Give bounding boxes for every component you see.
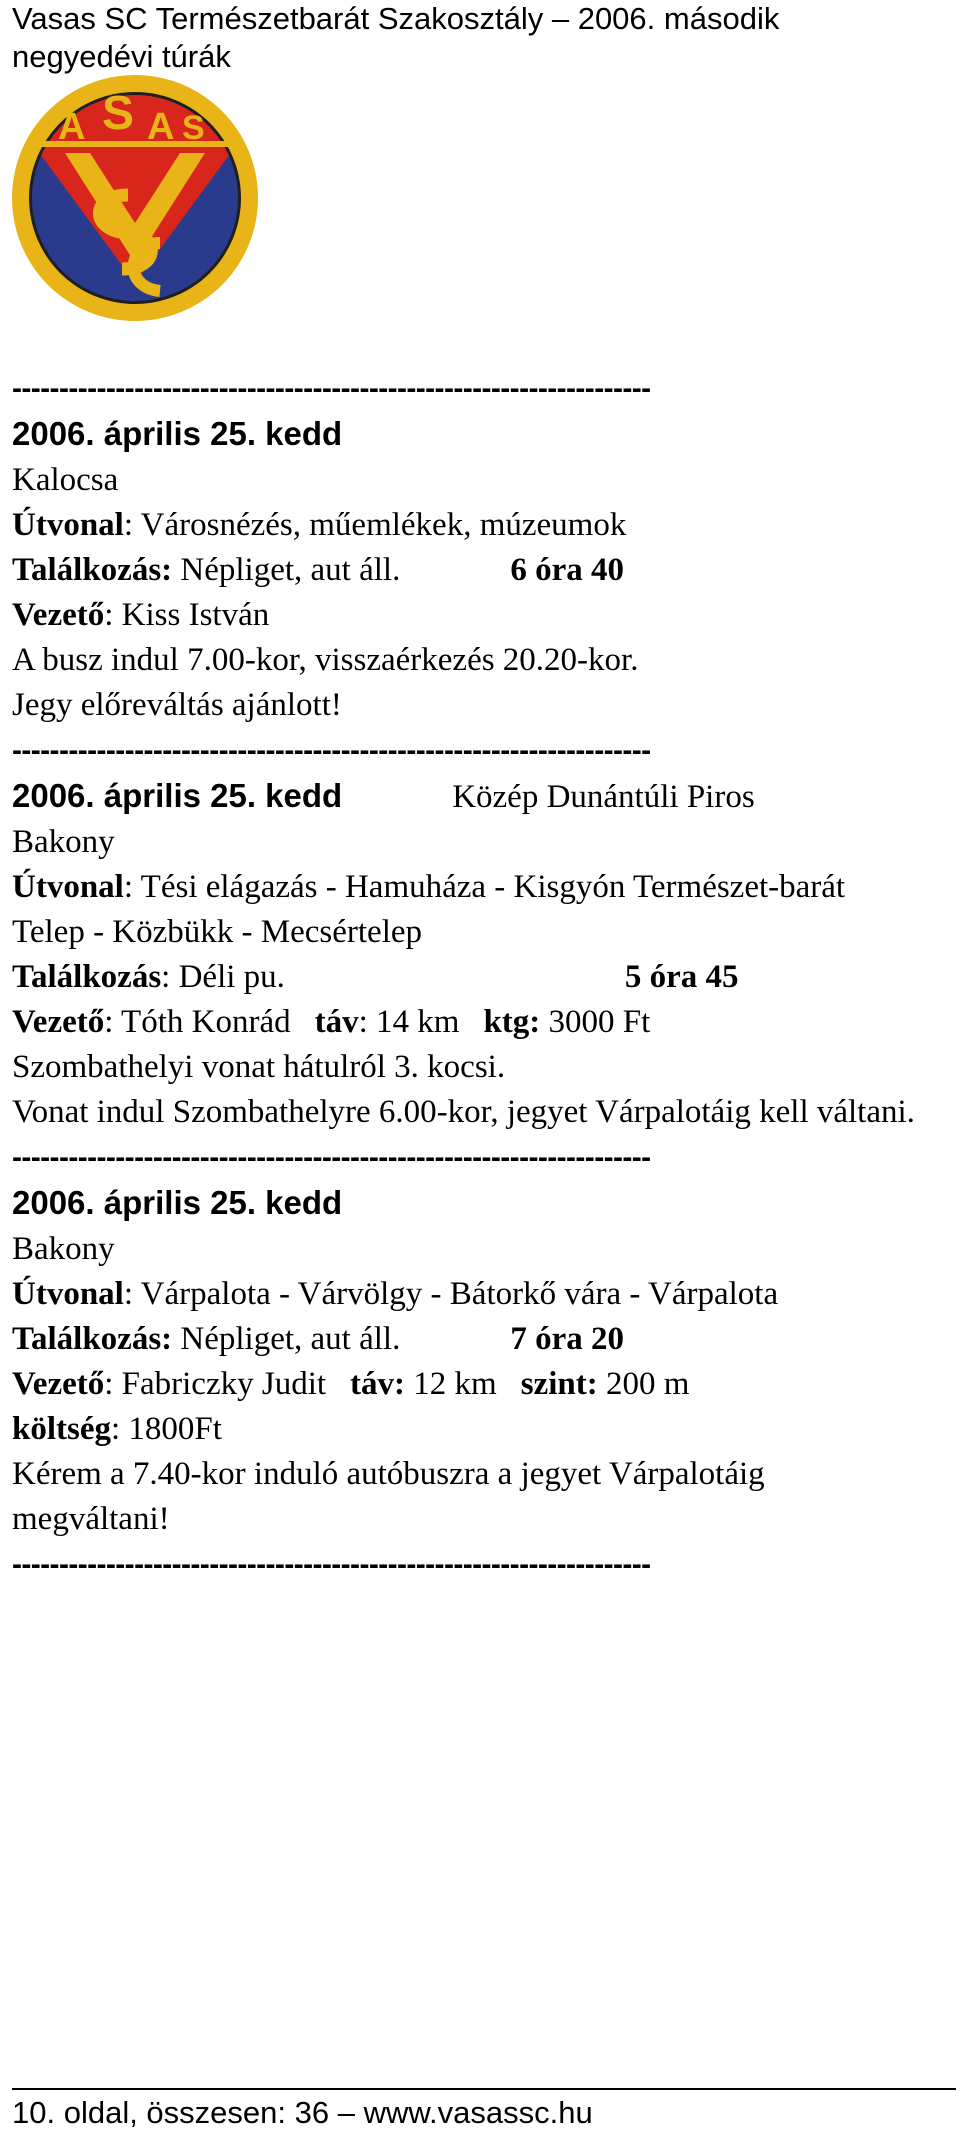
tour-note: Jegy előreváltás ajánlott! — [12, 687, 342, 723]
leader-text: : Kiss István — [104, 597, 270, 633]
distance-text: : 14 km — [358, 1004, 460, 1040]
meet-time: 7 óra 20 — [510, 1321, 624, 1357]
tour-date: 2006. április 25. kedd — [12, 1184, 343, 1221]
meet-text: Népliget, aut áll. — [172, 1321, 401, 1357]
logo-letter-s2: S — [182, 109, 205, 147]
cost-label: ktg: — [483, 1004, 541, 1040]
separator: -------------------------------------------------------------------- — [12, 1141, 651, 1174]
tour-note: Kérem a 7.40-kor induló autóbuszra a jegyet Várpalotáig megváltani! — [12, 1456, 765, 1537]
leader-label: Vezető — [12, 1004, 105, 1040]
meet-text: : Déli pu. — [161, 959, 285, 995]
tour-title: Bakony — [12, 824, 115, 860]
meet-time: 6 óra 40 — [510, 552, 624, 588]
distance-text: 12 km — [405, 1366, 497, 1402]
separator: -------------------------------------------------------------------- — [12, 734, 651, 767]
page-title: Vasas SC Természetbarát Szakosztály – 2006. második negyedévi túrák — [12, 1, 780, 74]
tour-date-extra: Közép Dunántúli Piros — [452, 779, 755, 815]
route-label: Útvonal — [12, 507, 124, 543]
tour-note: A busz indul 7.00-kor, visszaérkezés 20.20-kor. — [12, 642, 639, 678]
meet-label: Találkozás — [12, 959, 162, 995]
leader-text: : Tóth Konrád — [104, 1004, 291, 1040]
tour-note: Vonat indul Szombathelyre 6.00-kor, jegyet Várpalotáig kell váltani. — [12, 1094, 915, 1130]
level-text: 200 m — [597, 1366, 690, 1402]
vasas-logo — [10, 73, 260, 323]
leader-text: : Fabriczky Judit — [104, 1366, 327, 1402]
tour-title: Kalocsa — [12, 462, 119, 498]
tour-entry — [12, 773, 942, 1135]
route-label: Útvonal — [12, 1276, 124, 1312]
separator: -------------------------------------------------------------------- — [12, 1548, 651, 1581]
tour-date: 2006. április 25. kedd — [12, 415, 343, 452]
leader-label: Vezető — [12, 1366, 105, 1402]
meet-label: Találkozás: — [12, 1321, 173, 1357]
tour-date: 2006. április 25. kedd — [12, 777, 343, 814]
tour-title: Bakony — [12, 1231, 115, 1267]
logo-letter-a2: A — [147, 106, 175, 148]
tour-entry — [12, 1180, 942, 1542]
page-footer: 10. oldal, összesen: 36 – www.vasassc.hu — [12, 2095, 593, 2130]
meet-label: Találkozás: — [12, 552, 173, 588]
meet-time: 5 óra 45 — [624, 959, 739, 995]
tour-list — [12, 366, 942, 1587]
meet-text: Népliget, aut áll. — [172, 552, 401, 588]
footer-divider — [12, 2088, 956, 2090]
distance-label: táv: — [350, 1366, 406, 1402]
route-text: : Várpalota - Várvölgy - Bátorkő vára - Várpalota — [123, 1276, 779, 1312]
logo-letter-s1: S — [102, 87, 135, 140]
cost-label: költség — [12, 1411, 111, 1447]
logo-letter-a1: A — [58, 106, 86, 148]
cost-text: 3000 Ft — [540, 1004, 651, 1040]
tour-entry — [12, 411, 942, 728]
tour-note: Szombathelyi vonat hátulról 3. kocsi. — [12, 1049, 506, 1085]
route-text: : Tési elágazás - Hamuháza - Kisgyón Természet-barát Telep - Közbükk - Mecsértelep — [12, 869, 846, 950]
level-label: szint: — [520, 1366, 598, 1402]
distance-label: táv — [314, 1004, 359, 1040]
route-label: Útvonal — [12, 869, 124, 905]
cost-text: : 1800Ft — [111, 1411, 222, 1447]
route-text: : Városnézés, műemlékek, múzeumok — [123, 507, 627, 543]
separator: -------------------------------------------------------------------- — [12, 372, 651, 405]
leader-label: Vezető — [12, 597, 105, 633]
